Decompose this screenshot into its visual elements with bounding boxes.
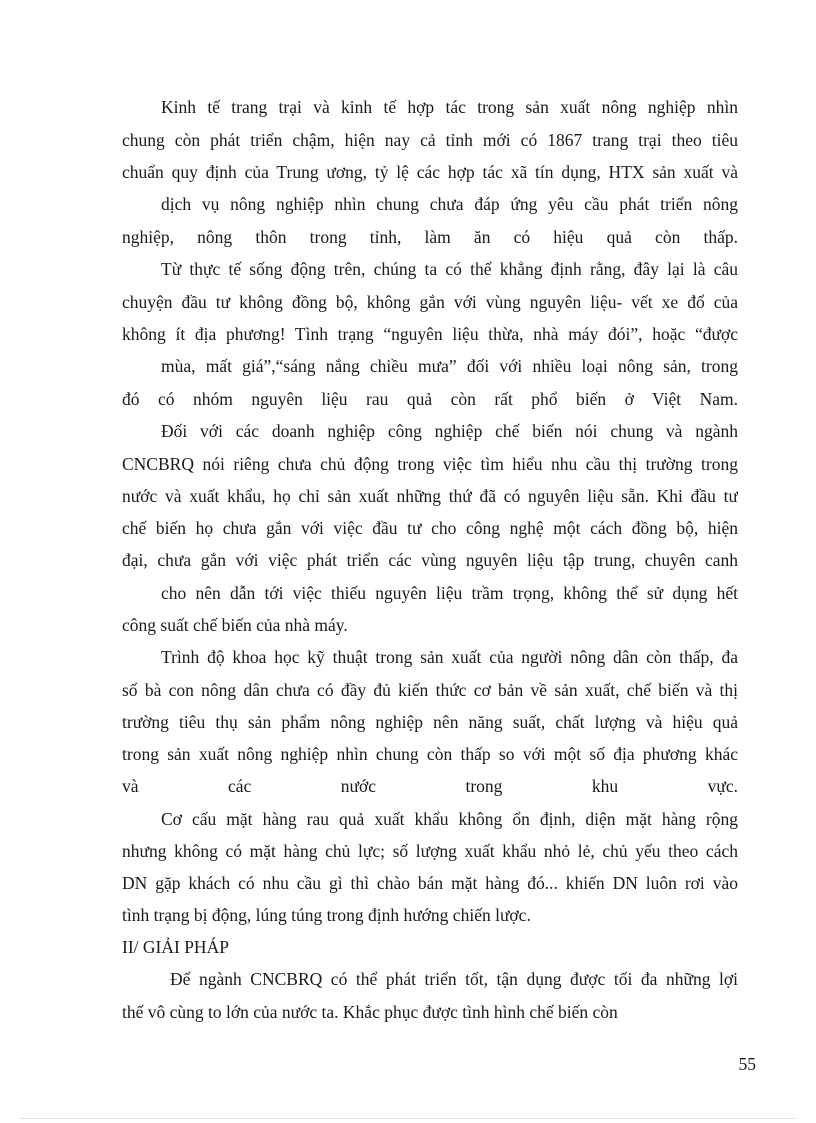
text-line: trường tiêu thụ sản phẩm nông nghiệp nên năng suất, chất lượng và hiệu quả xyxy=(122,712,738,732)
text-line: tình trạng bị động, lúng túng trong định hướng chiến lược. xyxy=(122,905,531,925)
text-line: cho nên dẫn tới việc thiếu nguyên liệu trầm trọng, không thể sử dụng hết xyxy=(161,583,738,603)
text-line: CNCBRQ nói riêng chưa chủ động trong việc tìm hiểu nhu cầu thị trường trong xyxy=(122,454,738,474)
text-line: mùa, mất giá”,“sáng nắng chiều mưa” đối với nhiều loại nông sản, trong xyxy=(161,356,738,376)
text-line: Từ thực tế sống động trên, chúng ta có thể khẳng định rằng, đây lại là câu xyxy=(161,259,738,279)
text-line: trong sản xuất nông nghiệp nhìn chung còn thấp so với một số địa phương khác xyxy=(122,744,738,764)
text-line: Kinh tế trang trại và kinh tế hợp tác trong sản xuất nông nghiệp nhìn xyxy=(161,97,738,117)
text-line: Cơ cấu mặt hàng rau quả xuất khẩu không ổn định, diện mặt hàng rộng xyxy=(161,809,738,829)
text-line: nhưng không có mặt hàng chủ lực; số lượng xuất khẩu nhỏ lẻ, chủ yếu theo cách xyxy=(122,841,738,861)
text-line: số bà con nông dân chưa có đầy đủ kiến thức cơ bản về sản xuất, chế biến và thị xyxy=(122,680,738,700)
text-line: Đối với các doanh nghiệp công nghiệp chế biến nói chung và ngành xyxy=(161,421,738,441)
text-line: đó có nhóm nguyên liệu rau quả còn rất phổ biến ở Việt Nam. xyxy=(122,389,738,409)
text-line: nước và xuất khẩu, họ chỉ sản xuất những thứ đã có nguyên liệu sẵn. Khi đầu tư xyxy=(122,486,738,506)
text-line: chuyện đầu tư không đồng bộ, không gắn với vùng nguyên liệu- vết xe đổ của xyxy=(122,292,738,312)
text-line: Để ngành CNCBRQ có thể phát triển tốt, tận dụng được tối đa những lợi xyxy=(170,969,738,989)
page-number: 55 xyxy=(738,1054,756,1074)
bottom-divider xyxy=(20,1118,796,1119)
text-line: và các nước trong khu vực. xyxy=(122,776,738,796)
text-line: DN gặp khách có nhu cầu gì thì chào bán mặt hàng đó... khiến DN luôn rơi vào xyxy=(122,873,738,893)
text-line: thế vô cùng to lớn của nước ta. Khắc phục được tình hình chế biến còn xyxy=(122,1002,618,1022)
text-line: công suất chế biến của nhà máy. xyxy=(122,615,348,635)
text-line: không ít địa phương! Tình trạng “nguyên liệu thừa, nhà máy đói”, hoặc “được xyxy=(122,324,738,344)
text-line: nghiệp, nông thôn trong tỉnh, làm ăn có hiệu quả còn thấp. xyxy=(122,227,738,247)
text-line: chung còn phát triển chậm, hiện nay cả tỉnh mới có 1867 trang trại theo tiêu xyxy=(122,130,738,150)
text-line: Trình độ khoa học kỹ thuật trong sản xuất của người nông dân còn thấp, đa xyxy=(161,647,738,667)
text-line: chế biến họ chưa gắn với việc đầu tư cho công nghệ một cách đồng bộ, hiện xyxy=(122,518,738,538)
text-line: dịch vụ nông nghiệp nhìn chung chưa đáp ứng yêu cầu phát triển nông xyxy=(161,194,738,214)
text-line: chuẩn quy định của Trung ương, tỷ lệ các hợp tác xã tín dụng, HTX sản xuất và xyxy=(122,162,738,182)
text-line: đại, chưa gắn với việc phát triển các vùng nguyên liệu tập trung, chuyên canh xyxy=(122,550,738,570)
section-heading: II/ GIẢI PHÁP xyxy=(122,937,229,957)
